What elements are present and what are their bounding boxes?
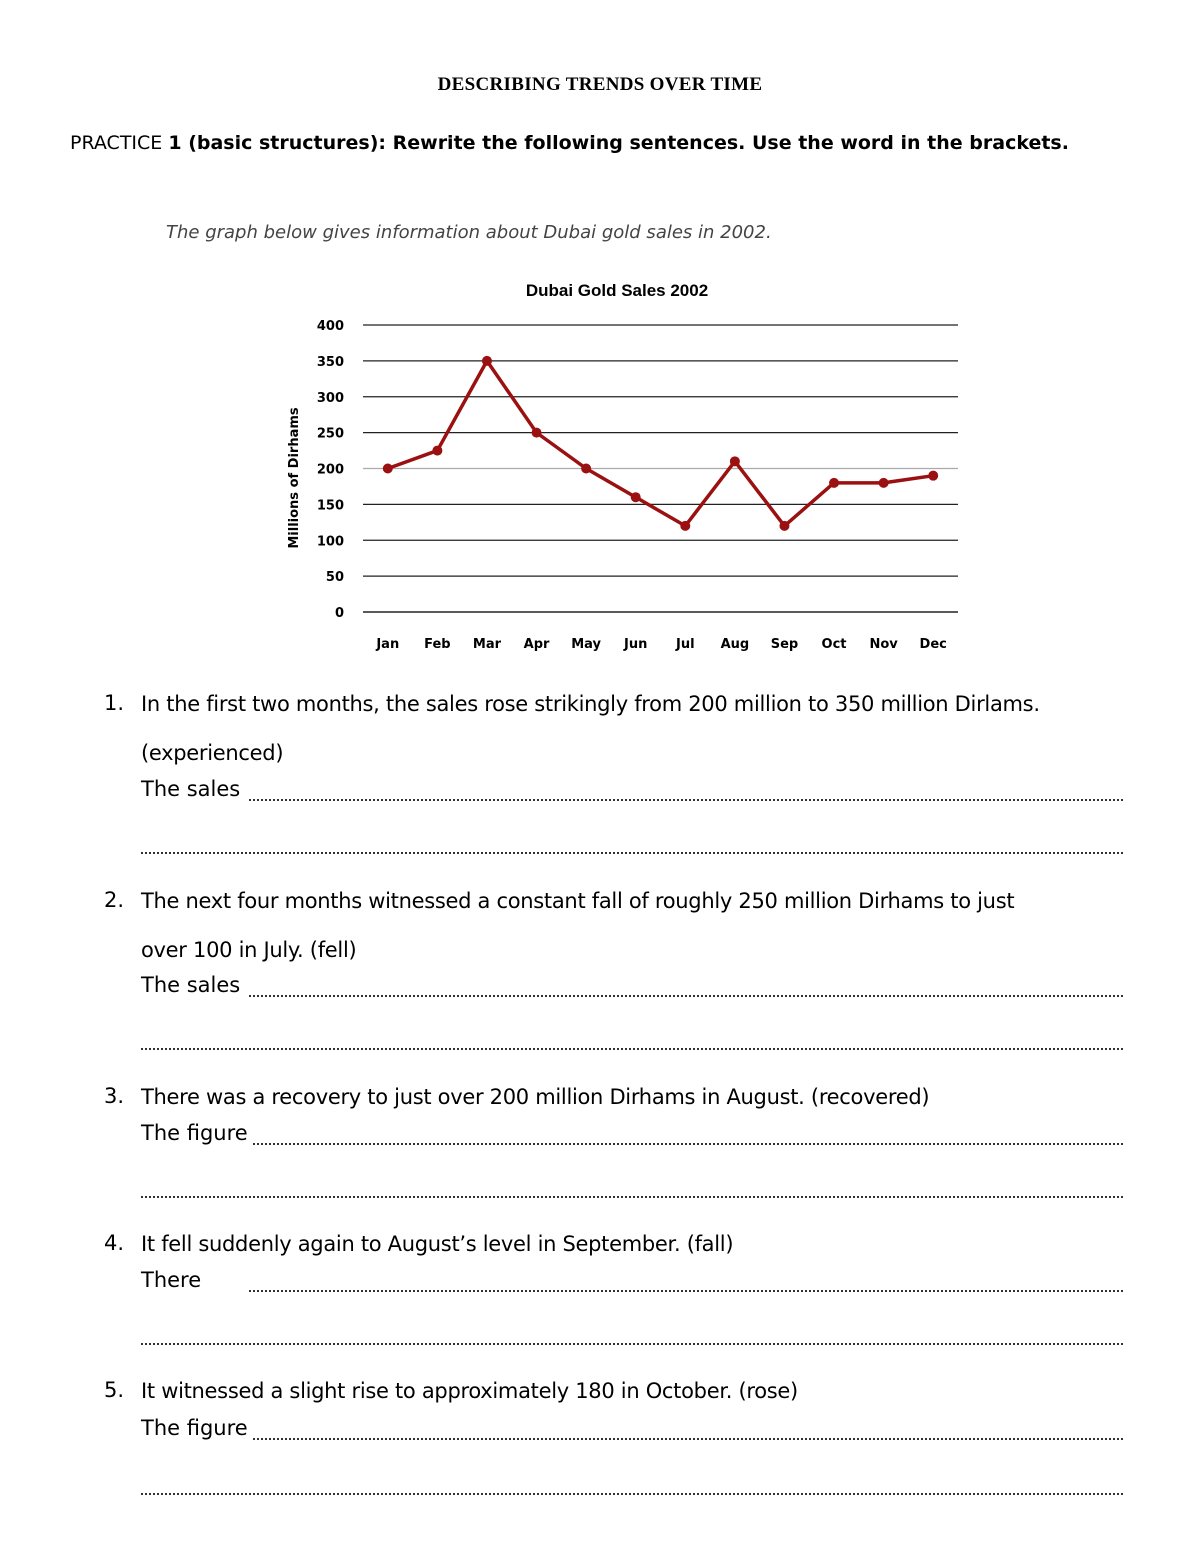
instruction-text: 1 (basic structures): Rewrite the following sentences. Use the word in the brackets.	[168, 132, 1069, 154]
answer-stem: The figure	[141, 1416, 252, 1440]
x-tick-label: May	[571, 637, 602, 652]
chart-title: Dubai Gold Sales 2002	[525, 281, 709, 300]
question-number: 4.	[104, 1231, 125, 1255]
data-point	[680, 521, 690, 531]
answer-line[interactable]	[141, 1268, 1123, 1298]
data-point	[383, 464, 393, 474]
dotted-line	[249, 1436, 1123, 1440]
y-tick-label: 400	[316, 319, 344, 334]
answer-line[interactable]	[141, 1416, 1123, 1446]
dotted-line	[141, 850, 1123, 854]
data-point	[829, 478, 839, 488]
dotted-line	[141, 1194, 1123, 1198]
instruction	[70, 124, 1130, 162]
y-tick-label: 200	[316, 462, 344, 478]
question-number: 2.	[104, 888, 125, 912]
dotted-line	[141, 1046, 1123, 1050]
x-tick-label: Oct	[821, 637, 847, 652]
question-text: over 100 in July. (fell)	[141, 938, 357, 962]
dotted-line	[249, 1288, 1123, 1292]
answer-line[interactable]	[141, 973, 1123, 1003]
question-text: It witnessed a slight rise to approximately 180 in October. (rose)	[141, 1379, 798, 1403]
x-tick-label: Jul	[676, 637, 695, 652]
chart-caption: The graph below gives information about Dubai gold sales in 2002.	[166, 222, 772, 243]
x-tick-label: Sep	[770, 637, 799, 652]
question-text: There was a recovery to just over 200 million Dirhams in August. (recovered)	[141, 1085, 930, 1109]
dotted-line	[141, 1341, 1123, 1345]
x-tick-label: Aug	[720, 637, 750, 652]
data-point	[779, 521, 789, 531]
answer-line[interactable]	[141, 1471, 1123, 1501]
y-tick-label: 100	[316, 534, 344, 550]
answer-line[interactable]	[141, 777, 1123, 807]
answer-stem: The sales	[141, 777, 244, 801]
data-point	[482, 356, 492, 366]
x-tick-label: Jun	[624, 637, 648, 652]
x-tick-label: Apr	[523, 637, 550, 652]
data-point	[730, 456, 740, 466]
data-point	[581, 464, 591, 474]
question-text: (experienced)	[141, 741, 284, 765]
question-number: 1.	[104, 691, 125, 715]
y-tick-label: 0	[334, 606, 344, 621]
data-point	[432, 446, 442, 456]
question-text: It fell suddenly again to August’s level in September. (fall)	[141, 1232, 734, 1256]
dotted-line	[249, 1141, 1123, 1145]
line-chart	[270, 270, 990, 670]
question-number: 5.	[104, 1378, 125, 1402]
question-number: 3.	[104, 1084, 125, 1108]
y-tick-label: 300	[316, 390, 344, 406]
answer-line[interactable]	[141, 1026, 1123, 1056]
data-point	[631, 492, 641, 502]
y-axis-label: Millions of Dirhams	[287, 407, 302, 549]
data-point	[879, 478, 889, 488]
answer-stem: The sales	[141, 973, 244, 997]
x-tick-label: Jan	[376, 637, 400, 652]
y-tick-label: 350	[316, 354, 344, 370]
answer-line[interactable]	[141, 1121, 1123, 1151]
x-tick-label: Feb	[424, 637, 451, 652]
answer-line[interactable]	[141, 830, 1123, 860]
question-text: The next four months witnessed a constant fall of roughly 250 million Dirhams to just	[141, 889, 1015, 913]
y-tick-label: 50	[325, 570, 344, 586]
dotted-line	[141, 1491, 1123, 1495]
y-tick-label: 250	[316, 426, 344, 442]
x-tick-label: Mar	[472, 637, 502, 652]
data-point	[928, 471, 938, 481]
series-line	[388, 361, 933, 526]
dotted-line	[249, 993, 1123, 997]
x-tick-label: Dec	[919, 637, 947, 652]
instruction-lead: PRACTICE	[70, 132, 163, 154]
worksheet-title: DESCRIBING TRENDS OVER TIME	[437, 74, 763, 95]
y-tick-label: 150	[316, 498, 344, 514]
dotted-line	[249, 797, 1123, 801]
data-point	[532, 428, 542, 438]
answer-line[interactable]	[141, 1321, 1123, 1351]
x-tick-label: Nov	[869, 637, 898, 652]
answer-stem: There	[141, 1268, 205, 1292]
answer-stem: The figure	[141, 1121, 252, 1145]
answer-line[interactable]	[141, 1174, 1123, 1204]
question-text: In the first two months, the sales rose strikingly from 200 million to 350 million Dirlams.	[141, 692, 1040, 716]
